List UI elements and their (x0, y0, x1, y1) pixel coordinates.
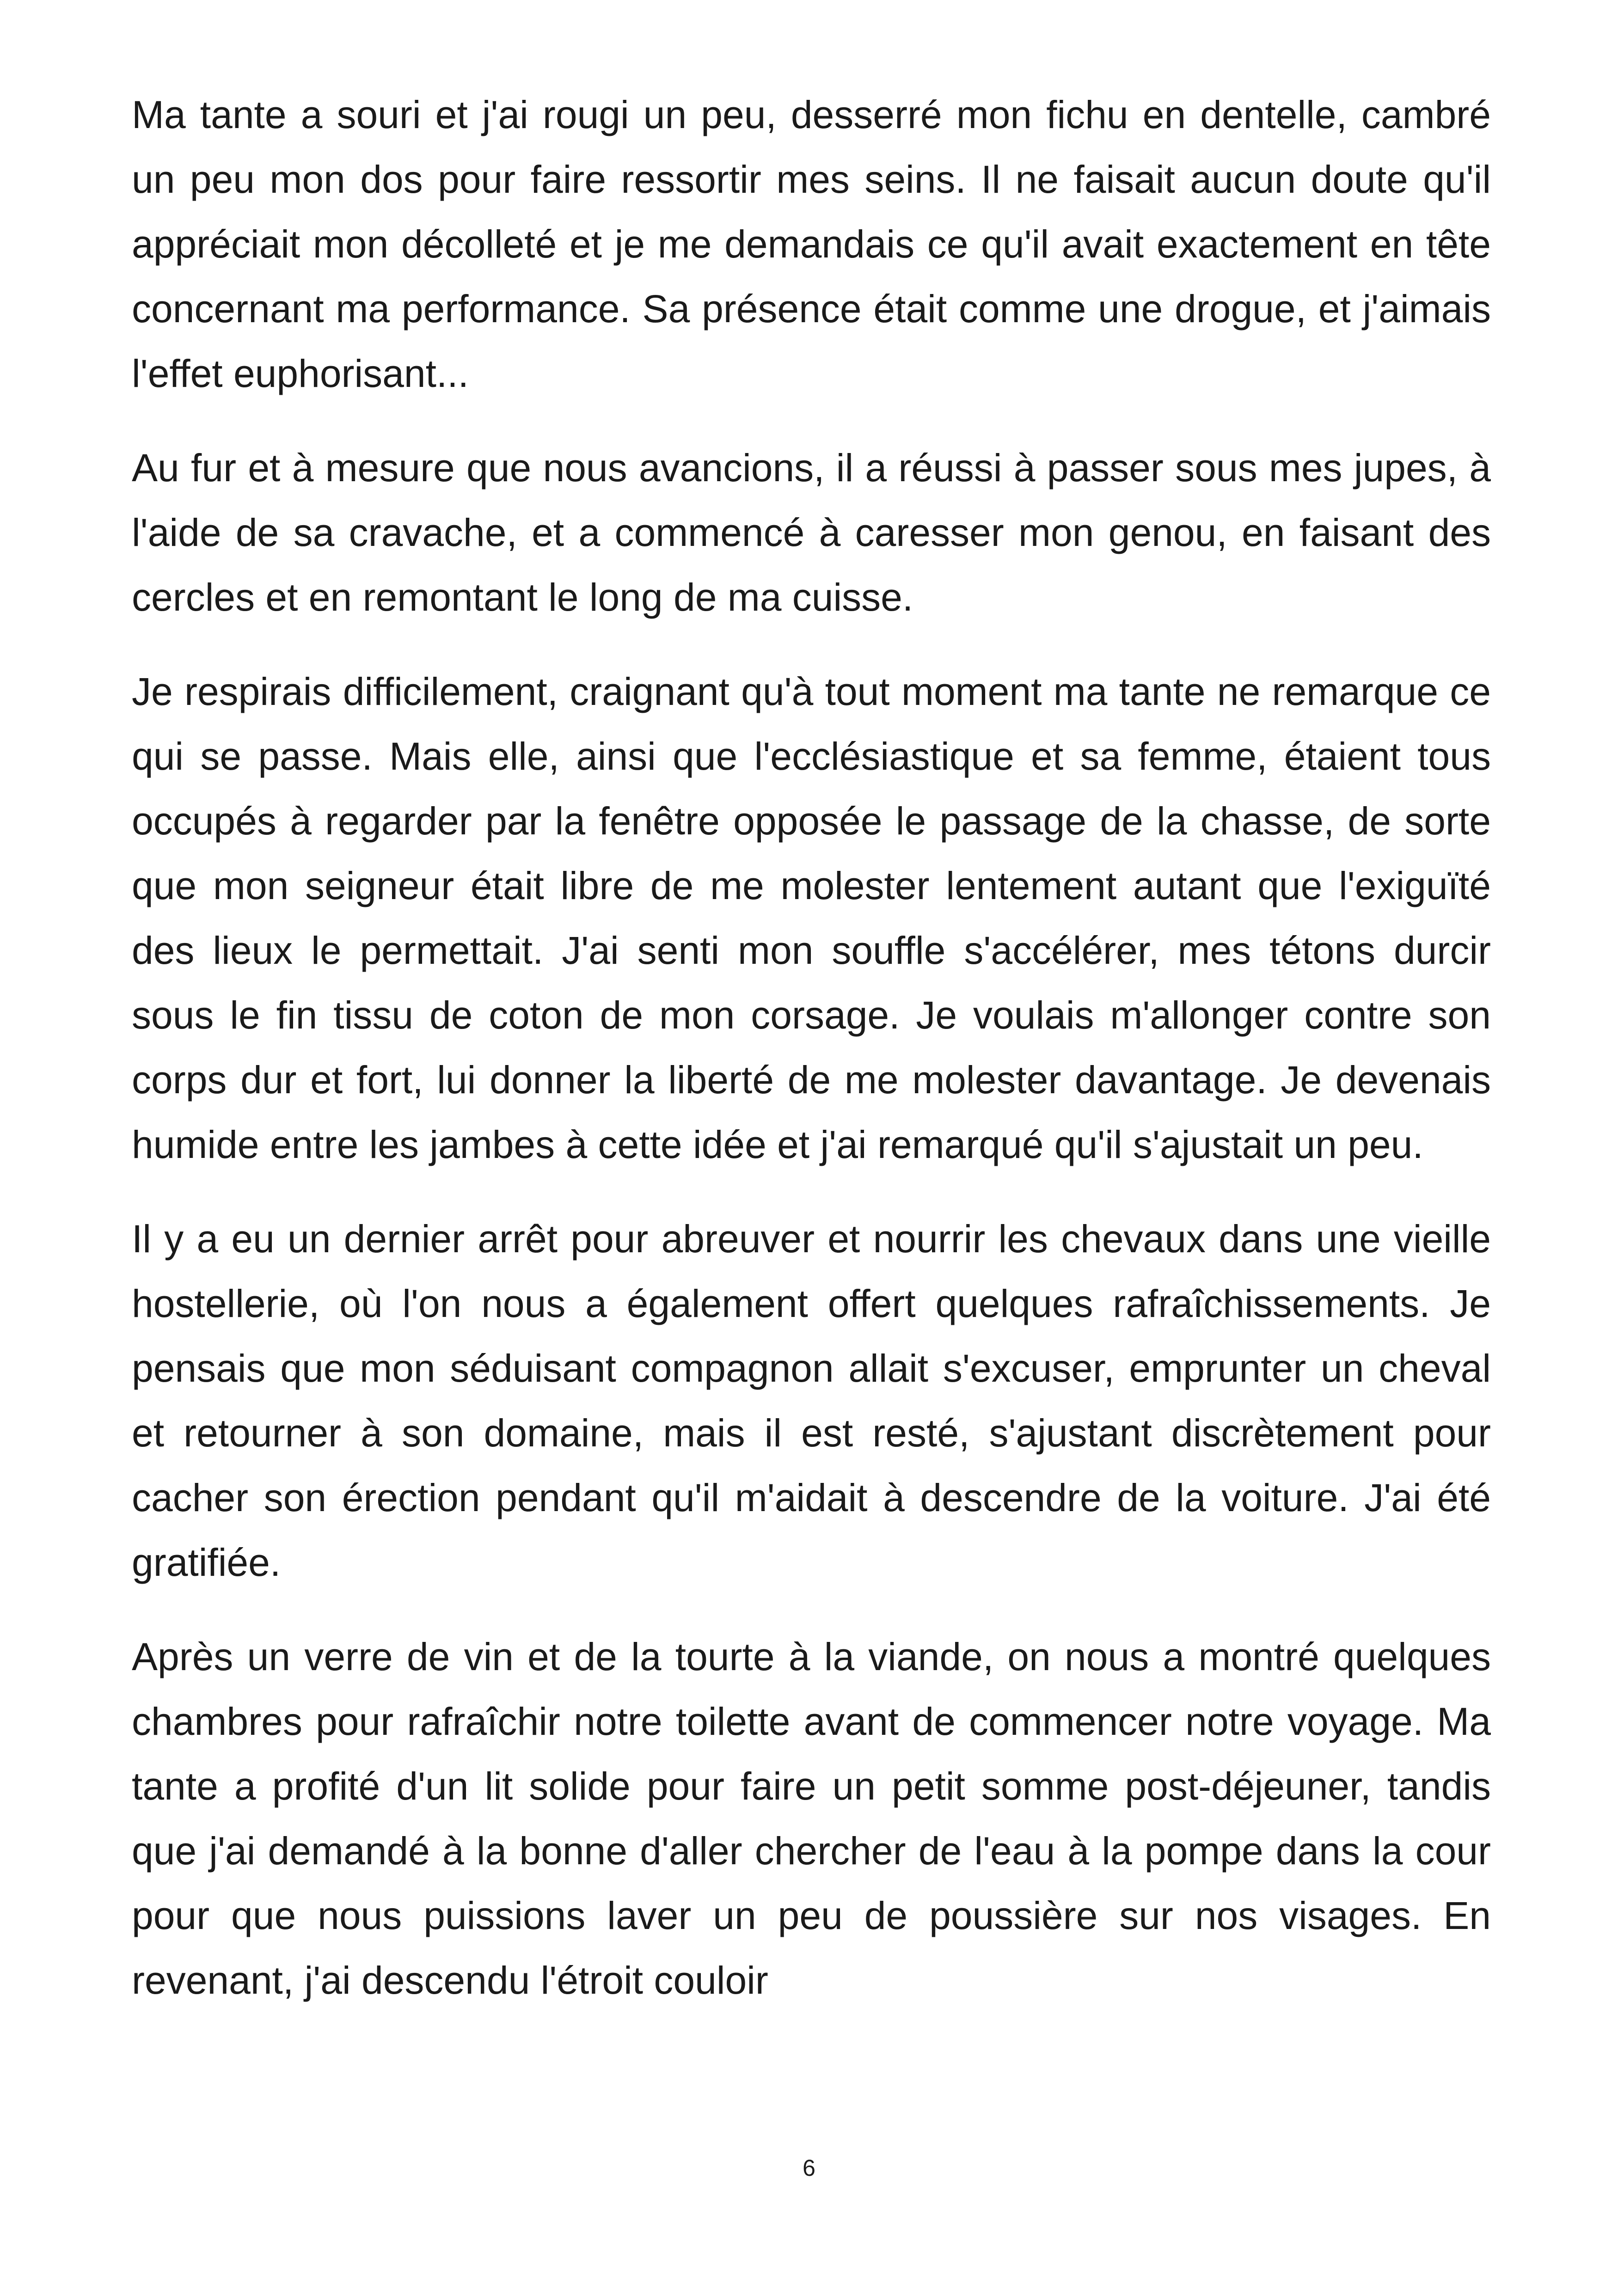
paragraph-4: Il y a eu un dernier arrêt pour abreuver et nourrir les chevaux dans une vieille hostellerie, où l'on nous a également offert quelques rafraîchissements. Je pensais que mon séduisant compagnon allait s'excuser, emprunter un cheval et retourner à son domaine, mais il est resté, s'ajustant discrètement pour cacher son érection pendant qu'il m'aidait à descendre de la voiture. J'ai été gratifiée. (132, 1217, 1491, 1584)
paragraph-5: Après un verre de vin et de la tourte à la viande, on nous a montré quelques chambres pour rafraîchir notre toilette avant de commencer notre voyage. Ma tante a profité d'un lit solide pour faire un petit somme post-déjeuner, tandis que j'ai demandé à la bonne d'aller chercher de l'eau à la pompe dans la cour pour que nous puissions laver un peu de poussière sur nos visages. En revenant, j'ai descendu l'étroit couloir (132, 1635, 1491, 2002)
page-number: 6 (803, 2155, 815, 2181)
paragraph-2: Au fur et à mesure que nous avancions, il a réussi à passer sous mes jupes, à l'aide de sa cravache, et a commencé à caresser mon genou, en faisant des cercles et en remontant le long de ma cuisse. (132, 446, 1491, 619)
body-text (132, 82, 1491, 2013)
paragraph-3: Je respirais difficilement, craignant qu'à tout moment ma tante ne remarque ce qui se passe. Mais elle, ainsi que l'ecclésiastique et sa femme, étaient tous occupés à regarder par la fenêtre opposée le passage de la chasse, de sorte que mon seigneur était libre de me molester lentement autant que l'exiguïté des lieux le permettait. J'ai senti mon souffle s'accélérer, mes tétons durcir sous le fin tissu de coton de mon corsage. Je voulais m'allonger contre son corps dur et fort, lui donner la liberté de me molester davantage. Je devenais humide entre les jambes à cette idée et j'ai remarqué qu'il s'ajustait un peu. (132, 670, 1491, 1166)
paragraph-1: Ma tante a souri et j'ai rougi un peu, desserré mon fichu en dentelle, cambré un peu mon dos pour faire ressortir mes seins. Il ne faisait aucun doute qu'il appréciait mon décolleté et je me demandais ce qu'il avait exactement en tête concernant ma performance. Sa présence était comme une drogue, et j'aimais l'effet euphorisant... (132, 93, 1491, 395)
